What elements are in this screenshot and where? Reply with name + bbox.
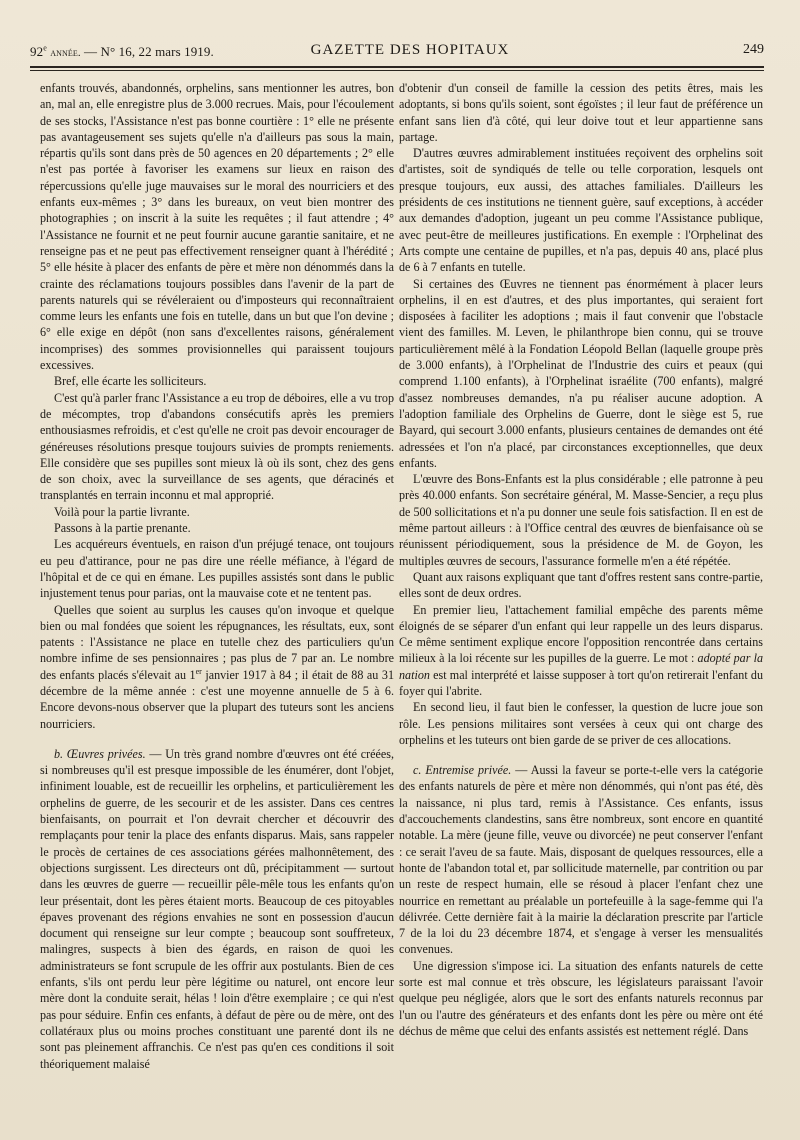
section-paragraph bbox=[399, 762, 763, 958]
paragraph: enfants trouvés, abandonnés, orphelins, sans mentionner les autres, bon an, mal an, elle enregistre plus de 3.000 recrues. Mais, pour l'écoulement de ses stocks, l'Assistance n'est pas bonne courtière : 1° elle ne présente pas avantageusement ses sujets qu'elle n'a d'ailleurs pas sous la main, répartis qu'ils sont dans près de 50 agences en 20 départements ; 2° elle n'est pas portée à favoriser les examens sur lieux en raison des répercussions qu'elle juge mauvaises sur le moral des nourriciers et des enfants eux-mêmes ; 3° dans les bureaux, on veut bien montrer des photographies ; on inscrit à la suite les requêtes ; il faut attendre ; 4° l'Assistance ne fournit et ne peut fournir aucune garantie sanitaire, et ne renseigne pas et ne peut pas effectivement renseigner quant à l'hérédité ; 5° elle hésite à placer des enfants de père et mère non dénommés dans la crainte des réclamations toujours possibles dans l'avenir de la part de parents naturels qui se révéleraient ou d'imposteurs qui reconnaîtraient comme leurs les enfants une fois en tutelle, dans un but que l'on devine ; 6° elle exige en dépôt (non sans d'excellentes raisons, généralement incomprises) des sommes provisionnelles qui paraissent toujours excessives. bbox=[40, 81, 394, 373]
paragraph: Si certaines des Œuvres ne tiennent pas énormément à placer leurs orphelins, il en est d'autres, et des plus importantes, qui seraient fort disposées à faciliter les adoptions ; mais il faut convenir que l'obstacle vient des familles. M. Leven, le philanthrope bien connu, qui se trouve particulièrement mêlé à la Fondation Léopold Bellan (laquelle groupe près de 3.000 enfants), à l'Orphelinat de l'Industrie des cuirs et peaux (qui comprend 1.100 enfants), à l'Orphelinat israélite (700 enfants), malgré d'assez nombreuses demandes, n'a pu réaliser aucune adoption. A l'adoption familiale des Orphelins de Guerre, dont le siège est 5, rue Bayard, qui secourt 3.000 enfants, plusieurs centaines de demandes ont été adressées et l'on n'a placé, par circonstances exceptionnelles, que deux enfants. bbox=[399, 276, 763, 470]
right-column bbox=[399, 80, 763, 1039]
paragraph: C'est qu'à parler franc l'Assistance a eu trop de déboires, elle a vu trop de mécomptes, trop d'abandons consécutifs après les premiers enthousiasmes refroidis, et c'est qu'elle ne croit pas devoir encourager de généreuses résolutions presque toujours suivies de prompts reniements. Elle considère que ses pupilles sont mieux là où ils sont, chez des gens de son choix, avec la surveillance de ses agents, que déracinés et transplantés en terrain inconnu et mal approprié. bbox=[40, 390, 394, 503]
paragraph bbox=[399, 602, 763, 700]
paragraph-part: janvier 1917 à 84 ; il était de 88 au 31 décembre de la même année : c'est une moyenne annuelle de 5 à 6. Encore devons-nous observer que la plupart des tuteurs sont les anciens nourriciers. bbox=[40, 667, 394, 731]
issue-date: — N° 16, 22 mars 1919. bbox=[84, 44, 214, 59]
paragraph-part: est mal interprété et laisse supposer à tort qu'on retirerait l'enfant du foyer qui l'abrite. bbox=[399, 667, 763, 698]
paragraph-part: En premier lieu, l'attachement familial empêche des parents même éloignés de se séparer d'un enfant qui leur rappelle un des leurs disparus. Ce même sentiment explique encore l'opposition rencontrée dans certains milieux à la loi récente sur les pupilles de la guerre. Le mot : bbox=[399, 602, 763, 666]
issue-info bbox=[30, 44, 214, 60]
paragraph: d'obtenir d'un conseil de famille la cession des petits êtres, mais les adoptants, si bons qu'ils soient, sont égoïstes ; il leur faut de préférence un enfant sans lien d'à côté, qui leur doive tout et leur appartienne sans partage. bbox=[399, 81, 763, 144]
paragraph-part: Quelles que soient au surplus les causes qu'on invoque et quelque bien ou mal fondées que soient les répugnances, les résultats, eux, sont patents : l'Assistance ne place en tutelle chez des particuliers qu'un nombre infime de ses pensionnaires ; pas plus de 7 par an. Le nombre des enfants placés s'élevait au 1 bbox=[40, 602, 394, 682]
section-paragraph bbox=[40, 746, 394, 1072]
paragraph: En second lieu, il faut bien le confesser, la question de lucre joue son rôle. Les pensions militaires sont versées à ceux qui ont charge des orphelins et les tuteurs ont bien garde de se priver de ces allocations. bbox=[399, 700, 763, 747]
issue-word: année. bbox=[50, 47, 81, 59]
paragraph: L'œuvre des Bons-Enfants est la plus considérable ; elle patronne à peu près 40.000 enfants. Son secrétaire général, M. Masse-Sencier, a reçu plus de 500 sollicitations et n'a pu donner une seule fois satisfaction. Il en est de même partout ailleurs : à l'Office central des œuvres de bienfaisance où se réunissent périodiquement, sous la présidence de M. de Goyon, les multiples œuvres de secours, l'assurance formelle m'en a été répétée. bbox=[399, 472, 763, 568]
paragraph: Une digression s'impose ici. La situation des enfants naturels de cette sorte est mal connue et très obscure, les législateurs paraissant l'avoir quelque peu négligée, alors que le sort des enfants naturels reconnus par l'un ou l'autre des générateurs et des enfants dont les père ou mère ont été déchus de même que celui des enfants assistés est nettement réglé. Dans bbox=[399, 958, 763, 1038]
left-column bbox=[40, 80, 394, 1072]
italic-phrase: adopté par la nation bbox=[399, 651, 763, 682]
paragraph: Bref, elle écarte les solliciteurs. bbox=[54, 374, 207, 389]
header-rule-thick bbox=[30, 66, 764, 68]
paragraph: Voilà pour la partie livrante. bbox=[54, 504, 190, 519]
ordinal-sup: er bbox=[195, 666, 202, 676]
section-label: c. Entremise privée. bbox=[413, 763, 512, 778]
page-header bbox=[30, 40, 764, 64]
paragraph bbox=[40, 602, 394, 732]
journal-title: GAZETTE DES HOPITAUX bbox=[310, 42, 510, 58]
header-rule-thin bbox=[30, 70, 764, 71]
paragraph-part: — Un très grand nombre d'œuvres ont été créées, si nombreuses qu'il est presque impossible de les énumérer, dont l'objet, infiniment louable, est de recueillir les orphelins, et particulièrement les orphelins de guerre, de les secourir et de les assister. Dans ces centres bienfaisants, on pourrait et l'on devrait chercher et découvrir des remplaçants pour tenir la place des enfants disparus. Mais, sans rappeler le procès de certaines de ces associations gérées malhonnêtement, des objections surgissent. Les directeurs ont dû, précipitamment — surtout dans les œuvres de guerre — recueillir pêle-mêle tous les enfants qu'on leur présentait, dont les pères étaient morts. Beaucoup de ces pitoyables épaves provenant des régions envahies ne sont en possession d'aucun document qui renseigne sur leur compte ; beaucoup sont souffreteux, malingres, suspects à bien des égards, en raison de quoi les administrateurs se font scrupule de les offrir aux postulants. Bien de ces enfants, s'ils ont perdu leur père légitime ou naturel, ont encore leur mère dont la conduite serait, hélas ! loin d'être exemplaire ; ce qui n'est pas pour séduire. Enfin ces enfants, à défaut de père ou de mère, ont des collatéraux plus ou moins proches constituant une parenté dont ils ne sont pas pleinement affranchis. Ce n'est pas qu'en ces conditions il soit théoriquement malaisé bbox=[40, 746, 394, 1071]
issue-number: 92 bbox=[30, 44, 44, 59]
issue-ordinal: e bbox=[43, 43, 47, 53]
paragraph: Passons à la partie prenante. bbox=[54, 521, 191, 536]
section-label: b. Œuvres privées. bbox=[54, 746, 146, 761]
paragraph: Quant aux raisons expliquant que tant d'offres restent sans contre-partie, elles sont de deux ordres. bbox=[399, 569, 763, 601]
paragraph: D'autres œuvres admirablement instituées reçoivent des orphelins soit d'artistes, soit de syndiqués de telle ou telle corporation, lesquels ont presque toujours, eux aussi, des attaches familiales. D'ailleurs les présidents de ces institutions ne tiennent guère, sauf exceptions, à accéder aux demandes d'adoption, jugeant un peu comme l'Assistance publique, avec peut-être de meilleures justifications. En exemple : l'Orphelinat des Arts compte une centaine de pupilles, et n'a pas, depuis 40 ans, placé plus de 6 à 7 enfants en tutelle. bbox=[399, 146, 763, 275]
paragraph: Les acquéreurs éventuels, en raison d'un préjugé tenace, ont toujours eu peu d'attirance, pour ne pas dire une réelle méfiance, à l'égard de l'hôpital et de ce qui en émane. Les pupilles assistés sont dans le public injustement tenus pour parias, ont la mauvaise cote et ne tentent pas. bbox=[40, 537, 394, 601]
page-number: 249 bbox=[743, 42, 764, 57]
paragraph-part: — Aussi la faveur se porte-t-elle vers la catégorie des enfants naturels de père et mère non dénommés, qui n'ont pas été, dès la naissance, ni plus tard, remis à l'Assistance. Ces enfants, issus d'accouchements clandestins, sans être nombreux, sont encore en quantité notable. La mère (jeune fille, veuve ou divorcée) ne peut conserver l'enfant : ce serait l'aveu de sa faute. Mais, disposant de quelques ressources, elle a honte de l'abandon total et, par sollicitude maternelle, par contrition ou par un reste de respect humain, elle se résoud à placer l'enfant chez une nourrice en remettant au préalable un portefeuille à la sage-femme qui l'a délivrée. Cette dernière fait à la mairie la déclaration prescrite par l'article 7 de la loi du 23 décembre 1874, et s'engage à verser les mensualités convenues. bbox=[399, 763, 763, 957]
